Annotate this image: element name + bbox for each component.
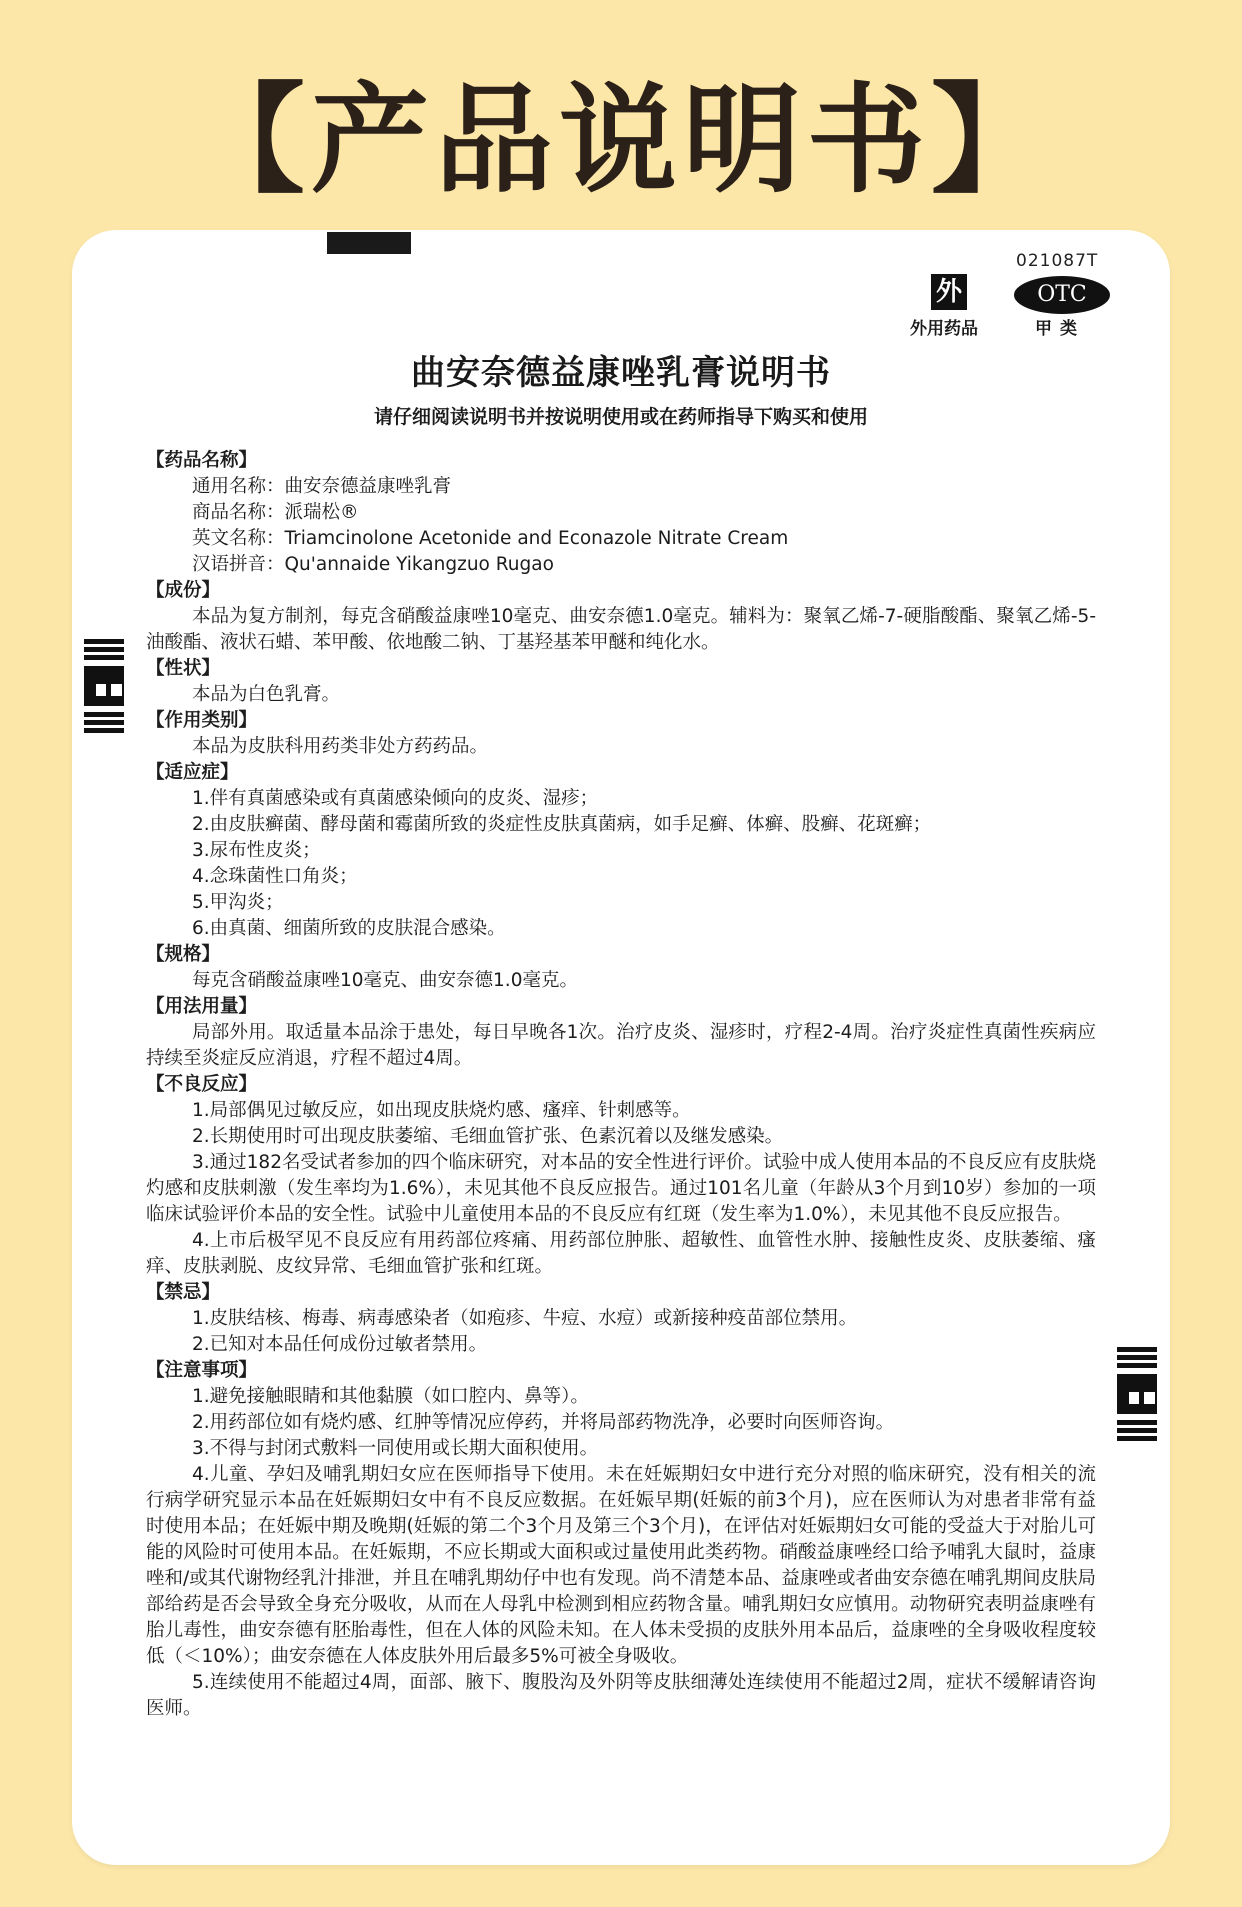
- pinyin-name: 汉语拼音：Qu'annaide Yikangzuo Rugao: [192, 554, 554, 575]
- adverse-item: 4.上市后极罕见不良反应有用药部位疼痛、用药部位肿胀、超敏性、血管性水肿、接触性皮炎、皮肤萎缩、瘙痒、皮肤剥脱、皮纹异常、毛细血管扩张和红斑。: [146, 1230, 1096, 1277]
- trade-name: 商品名称：派瑞松®: [192, 502, 359, 523]
- adverse-item: 2.长期使用时可出现皮肤萎缩、毛细血管扩张、色素沉着以及继发感染。: [192, 1126, 784, 1147]
- section-heading-spec: 【规格】: [146, 944, 221, 965]
- section-heading-precautions: 【注意事项】: [146, 1360, 258, 1381]
- barcode-right-icon: [1117, 1344, 1157, 1464]
- barcode-left-icon: [84, 636, 124, 756]
- adverse-item: 1.局部偶见过敏反应，如出现皮肤烧灼感、瘙痒、针刺感等。: [192, 1100, 691, 1121]
- contraindication-item: 1.皮肤结核、梅毒、病毒感染者（如疱疹、牛痘、水痘）或新接种疫苗部位禁用。: [192, 1308, 858, 1329]
- precaution-item: 2.用药部位如有烧灼感、红肿等情况应停药，并将局部药物洗净，必要时向医师咨询。: [192, 1412, 895, 1433]
- section-heading-name: 【药品名称】: [146, 450, 258, 471]
- composition-text: 本品为复方制剂，每克含硝酸益康唑10毫克、曲安奈德1.0毫克。辅料为：聚氧乙烯-7-硬脂酸酯、聚氧乙烯-5-油酸酯、液状石蜡、苯甲酸、依地酸二钠、丁基羟基苯甲醚和纯化水。: [146, 606, 1096, 653]
- contraindication-item: 2.已知对本品任何成份过敏者禁用。: [192, 1334, 488, 1355]
- banner-title: 【产品说明书】: [186, 71, 1055, 209]
- adverse-item: 3.通过182名受试者参加的四个临床研究，对本品的安全性进行评价。试验中成人使用本品的不良反应有皮肤烧灼感和皮肤刺激（发生率均为1.6%），未见其他不良反应报告。通过101名儿童（年龄从3个月到10岁）参加的一项临床试验评价本品的安全性。试验中儿童使用本品的不良反应有红斑（发生率为1.0%），未见其他不良反应报告。: [146, 1152, 1096, 1225]
- precaution-item: 3.不得与封闭式敷料一同使用或长期大面积使用。: [192, 1438, 599, 1459]
- precaution-item: 4.儿童、孕妇及哺乳期妇女应在医师指导下使用。未在妊娠期妇女中进行充分对照的临床研究，没有相关的流行病学研究显示本品在妊娠期妇女中有不良反应数据。在妊娠早期(妊娠的前3个月)，应在医师认为对患者非常有益时使用本品；在妊娠中期及晚期(妊娠的第二个3个月及第三个3个月)，在评估对妊娠期妇女可能的受益大于对胎儿可能的风险时可使用本品。在妊娠期，不应长期或大面积或过量使用此类药物。硝酸益康唑经口给予哺乳大鼠时，益康唑和/或其代谢物经乳汁排泄，并且在哺乳期幼仔中也有发现。尚不清楚本品、益康唑或者曲安奈德在哺乳期间皮肤局部给药是否会导致全身充分吸收，从而在人母乳中检测到相应药物含量。哺乳期妇女应慎用。动物研究表明益康唑有胎儿毒性，曲安奈德有胚胎毒性，但在人体的风险未知。在人体未受损的皮肤外用本品后，益康唑的全身吸收程度较低（＜10%）；曲安奈德在人体皮肤外用后最多5%可被全身吸收。: [146, 1464, 1096, 1667]
- spec-text: 每克含硝酸益康唑10毫克、曲安奈德1.0毫克。: [192, 970, 578, 991]
- usage-text: 局部外用。取适量本品涂于患处，每日早晚各1次。治疗皮炎、湿疹时，疗程2-4周。治疗炎症性真菌性疾病应持续至炎症反应消退，疗程不超过4周。: [146, 1022, 1096, 1069]
- document-subtitle: 请仔细阅读说明书并按说明使用或在药师指导下购买和使用: [373, 406, 868, 428]
- external-use-label: 外用药品: [910, 319, 978, 339]
- section-heading-contraindications: 【禁忌】: [146, 1282, 221, 1303]
- section-heading-indications: 【适应症】: [146, 762, 239, 783]
- generic-name: 通用名称：曲安奈德益康唑乳膏: [192, 476, 452, 497]
- section-heading-category: 【作用类别】: [146, 710, 258, 731]
- otc-mark: OTC: [1014, 276, 1110, 314]
- leaflet-tab-mark: [327, 232, 411, 254]
- external-use-mark: 外: [931, 274, 967, 310]
- section-heading-composition: 【成份】: [146, 580, 221, 601]
- english-name: 英文名称：Triamcinolone Acetonide and Econazole Nitrate Cream: [192, 528, 789, 549]
- indication-item: 6.由真菌、细菌所致的皮肤混合感染。: [192, 918, 506, 939]
- document-title: 曲安奈德益康唑乳膏说明书: [411, 353, 831, 393]
- appearance-text: 本品为白色乳膏。: [192, 684, 341, 705]
- section-heading-appearance: 【性状】: [146, 658, 221, 679]
- indication-item: 3.尿布性皮炎；: [192, 840, 321, 861]
- category-text: 本品为皮肤科用药类非处方药药品。: [192, 736, 489, 757]
- product-code: 021087T: [1016, 251, 1099, 271]
- otc-class-label: 甲类: [1035, 319, 1085, 339]
- indication-item: 1.伴有真菌感染或有真菌感染倾向的皮炎、湿疹；: [192, 788, 599, 809]
- precaution-item: 1.避免接触眼睛和其他黏膜（如口腔内、鼻等）。: [192, 1386, 589, 1407]
- section-heading-adverse: 【不良反应】: [146, 1074, 258, 1095]
- leaflet-content: [146, 448, 1096, 1722]
- indication-item: 4.念珠菌性口角炎；: [192, 866, 358, 887]
- precaution-item: 5.连续使用不能超过4周，面部、腋下、腹股沟及外阴等皮肤细薄处连续使用不能超过2周，症状不缓解请咨询医师。: [146, 1672, 1096, 1719]
- indication-item: 2.由皮肤癣菌、酵母菌和霉菌所致的炎症性皮肤真菌病，如手足癣、体癣、股癣、花斑癣；: [192, 814, 932, 835]
- section-heading-usage: 【用法用量】: [146, 996, 258, 1017]
- indication-item: 5.甲沟炎；: [192, 892, 284, 913]
